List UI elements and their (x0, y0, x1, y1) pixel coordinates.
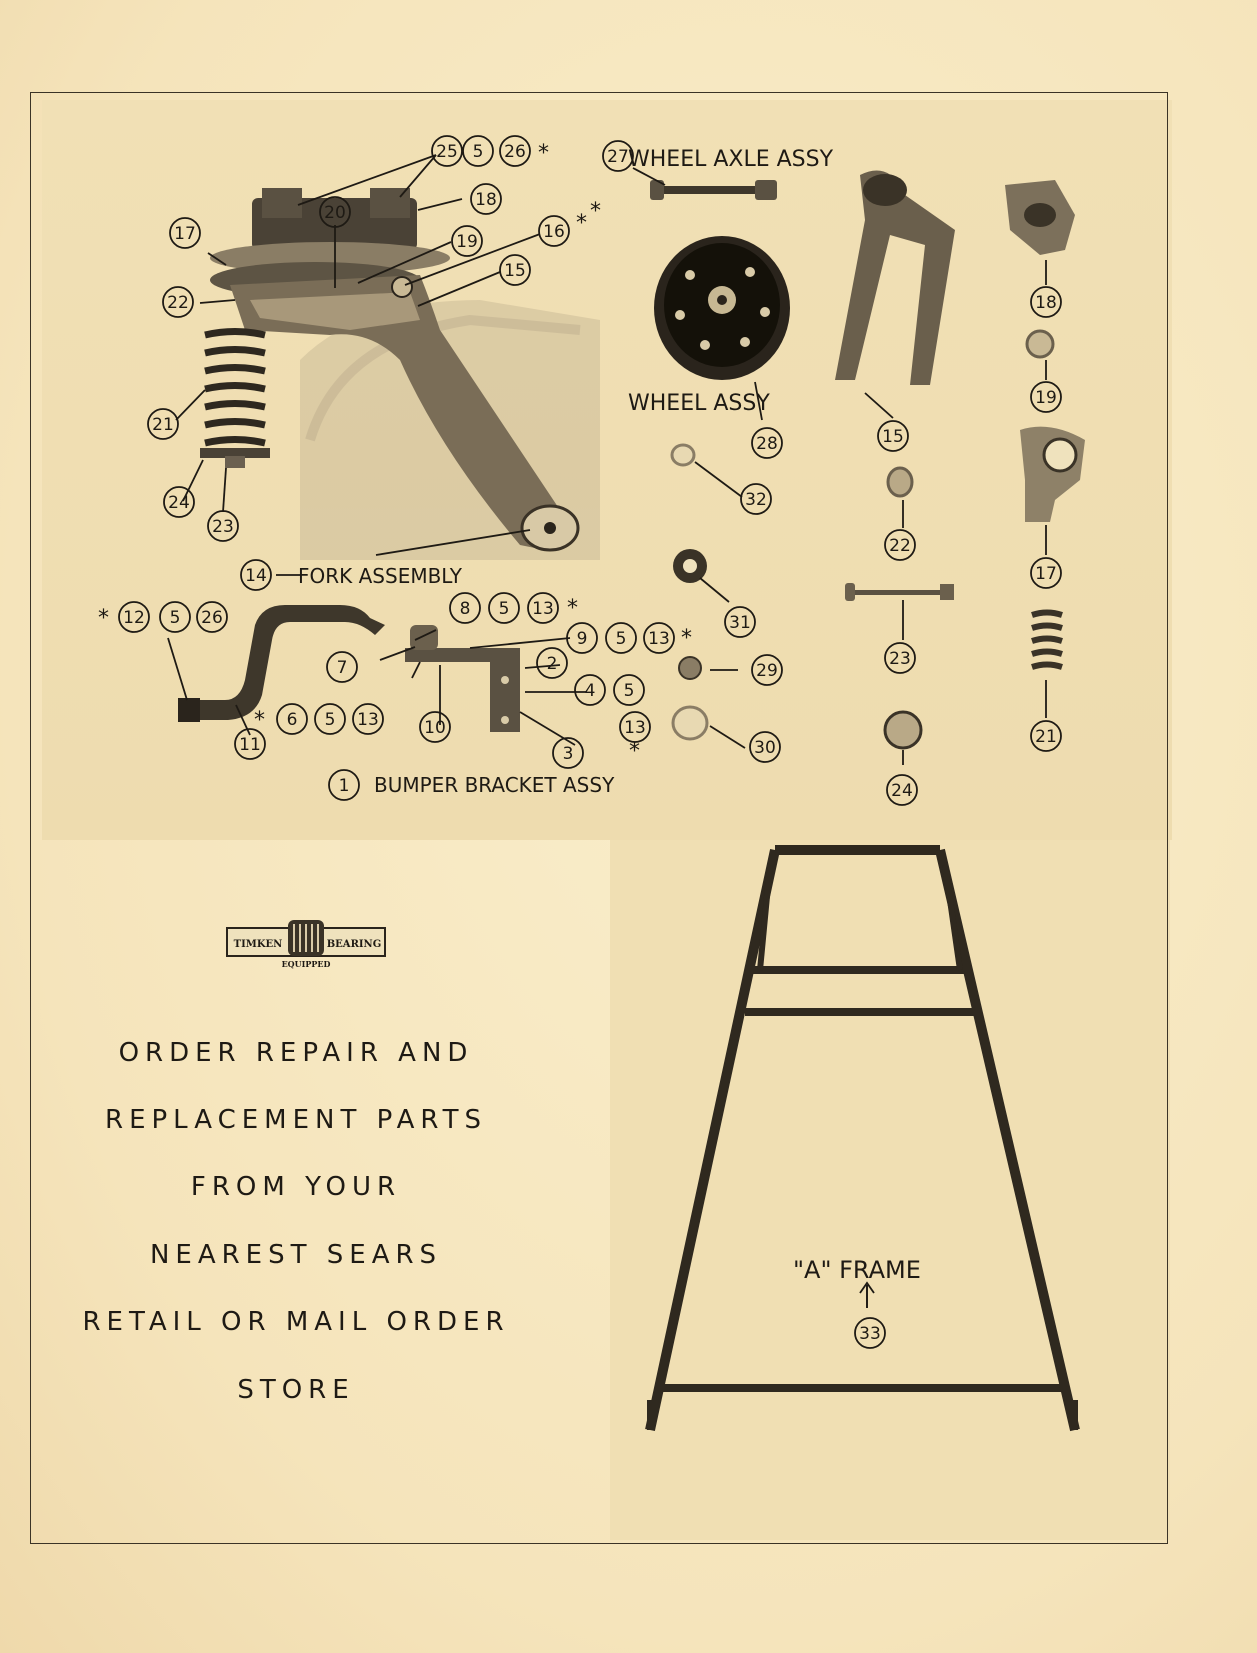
part-number-13d: 13 (624, 718, 646, 738)
part-number-29: 29 (756, 661, 778, 681)
part-number-15b: 15 (882, 427, 904, 447)
part-number-13: 13 (357, 710, 379, 730)
asterisk-mark: * (538, 141, 549, 166)
wheel-axle-assy-label: WHEEL AXLE ASSY (628, 147, 834, 172)
part-number-16: 16 (543, 222, 565, 242)
part-number-17: 17 (174, 224, 196, 244)
a-frame-label: "A" FRAME (793, 1256, 921, 1284)
part-number-33: 33 (859, 1324, 881, 1344)
wheel-assy-label: WHEEL ASSY (628, 391, 770, 416)
wheel-drawing (654, 236, 790, 380)
part-number-21: 21 (152, 415, 174, 435)
part-number-26b: 26 (201, 608, 223, 628)
bumper-drawing (178, 605, 520, 732)
part-number-26: 26 (504, 142, 526, 162)
spring-drawing (205, 332, 265, 444)
logo-timken-text: TIMKEN (233, 939, 283, 950)
order-line-2: REPLACEMENT PARTS (105, 1105, 487, 1135)
part-number-23b: 23 (889, 649, 911, 669)
part-number-6: 6 (286, 710, 298, 730)
order-line-5: RETAIL OR MAIL ORDER (82, 1307, 510, 1337)
part-number-5e: 5 (615, 629, 627, 649)
asterisk-mark: * (590, 199, 601, 224)
part-number-30: 30 (754, 738, 776, 758)
part-number-15: 15 (504, 261, 526, 281)
asterisk-mark: * (254, 708, 265, 733)
part-number-8: 8 (459, 599, 471, 619)
asterisk-mark: * (567, 596, 578, 621)
part-number-10: 10 (424, 718, 446, 738)
part-number-24b: 24 (891, 781, 913, 801)
asterisk-mark: * (576, 211, 587, 236)
bumper-bracket-assy-label: BUMPER BRACKET ASSY (374, 773, 615, 797)
part-number-21b: 21 (1035, 727, 1057, 747)
part-number-23: 23 (212, 517, 234, 537)
part-number-7: 7 (336, 658, 348, 678)
part-number-22: 22 (167, 293, 189, 313)
logo-bearing-text: BEARING (326, 939, 382, 950)
part-number-2: 2 (546, 654, 558, 674)
part-number-13c: 13 (648, 629, 670, 649)
part-number-14: 14 (245, 566, 267, 586)
asterisk-mark: * (98, 606, 109, 631)
fork-drawing (835, 171, 955, 386)
part-number-1: 1 (338, 776, 350, 796)
part-number-4: 4 (584, 681, 596, 701)
part-number-25: 25 (436, 142, 458, 162)
order-line-3: FROM YOUR (190, 1172, 402, 1202)
part-number-19: 19 (456, 232, 478, 252)
fork-assembly-label: FORK ASSEMBLY (298, 564, 463, 588)
part-number-24: 24 (168, 493, 190, 513)
asterisk-mark: * (681, 626, 692, 651)
order-line-6: STORE (237, 1375, 355, 1405)
part-number-22b: 22 (889, 536, 911, 556)
part-number-20: 20 (324, 203, 346, 223)
part-number-13b: 13 (532, 599, 554, 619)
order-line-4: NEAREST SEARS (149, 1240, 443, 1270)
logo-equipped-text: EQUIPPED (281, 959, 331, 969)
part-number-32: 32 (745, 490, 767, 510)
wheel-axle-drawing (650, 180, 777, 200)
part-number-31: 31 (729, 613, 751, 633)
part-number-5b: 5 (169, 608, 181, 628)
part-number-5d: 5 (498, 599, 510, 619)
part-number-18: 18 (475, 190, 497, 210)
part-number-5: 5 (472, 142, 484, 162)
part-number-9: 9 (576, 629, 588, 649)
part-number-17b: 17 (1035, 564, 1057, 584)
part-number-18b: 18 (1035, 293, 1057, 313)
part-number-12: 12 (123, 608, 145, 628)
part-number-11: 11 (239, 735, 261, 755)
part-number-3: 3 (562, 744, 574, 764)
part-number-28: 28 (756, 434, 778, 454)
asterisk-mark: * (629, 739, 640, 764)
order-line-1: ORDER REPAIR AND (118, 1038, 474, 1068)
part-number-27: 27 (607, 147, 629, 167)
part-number-5f: 5 (623, 681, 635, 701)
timken-bearing-logo (226, 918, 386, 970)
a-frame-arrow (860, 1283, 874, 1308)
part-number-19b: 19 (1035, 388, 1057, 408)
part-number-5c: 5 (324, 710, 336, 730)
